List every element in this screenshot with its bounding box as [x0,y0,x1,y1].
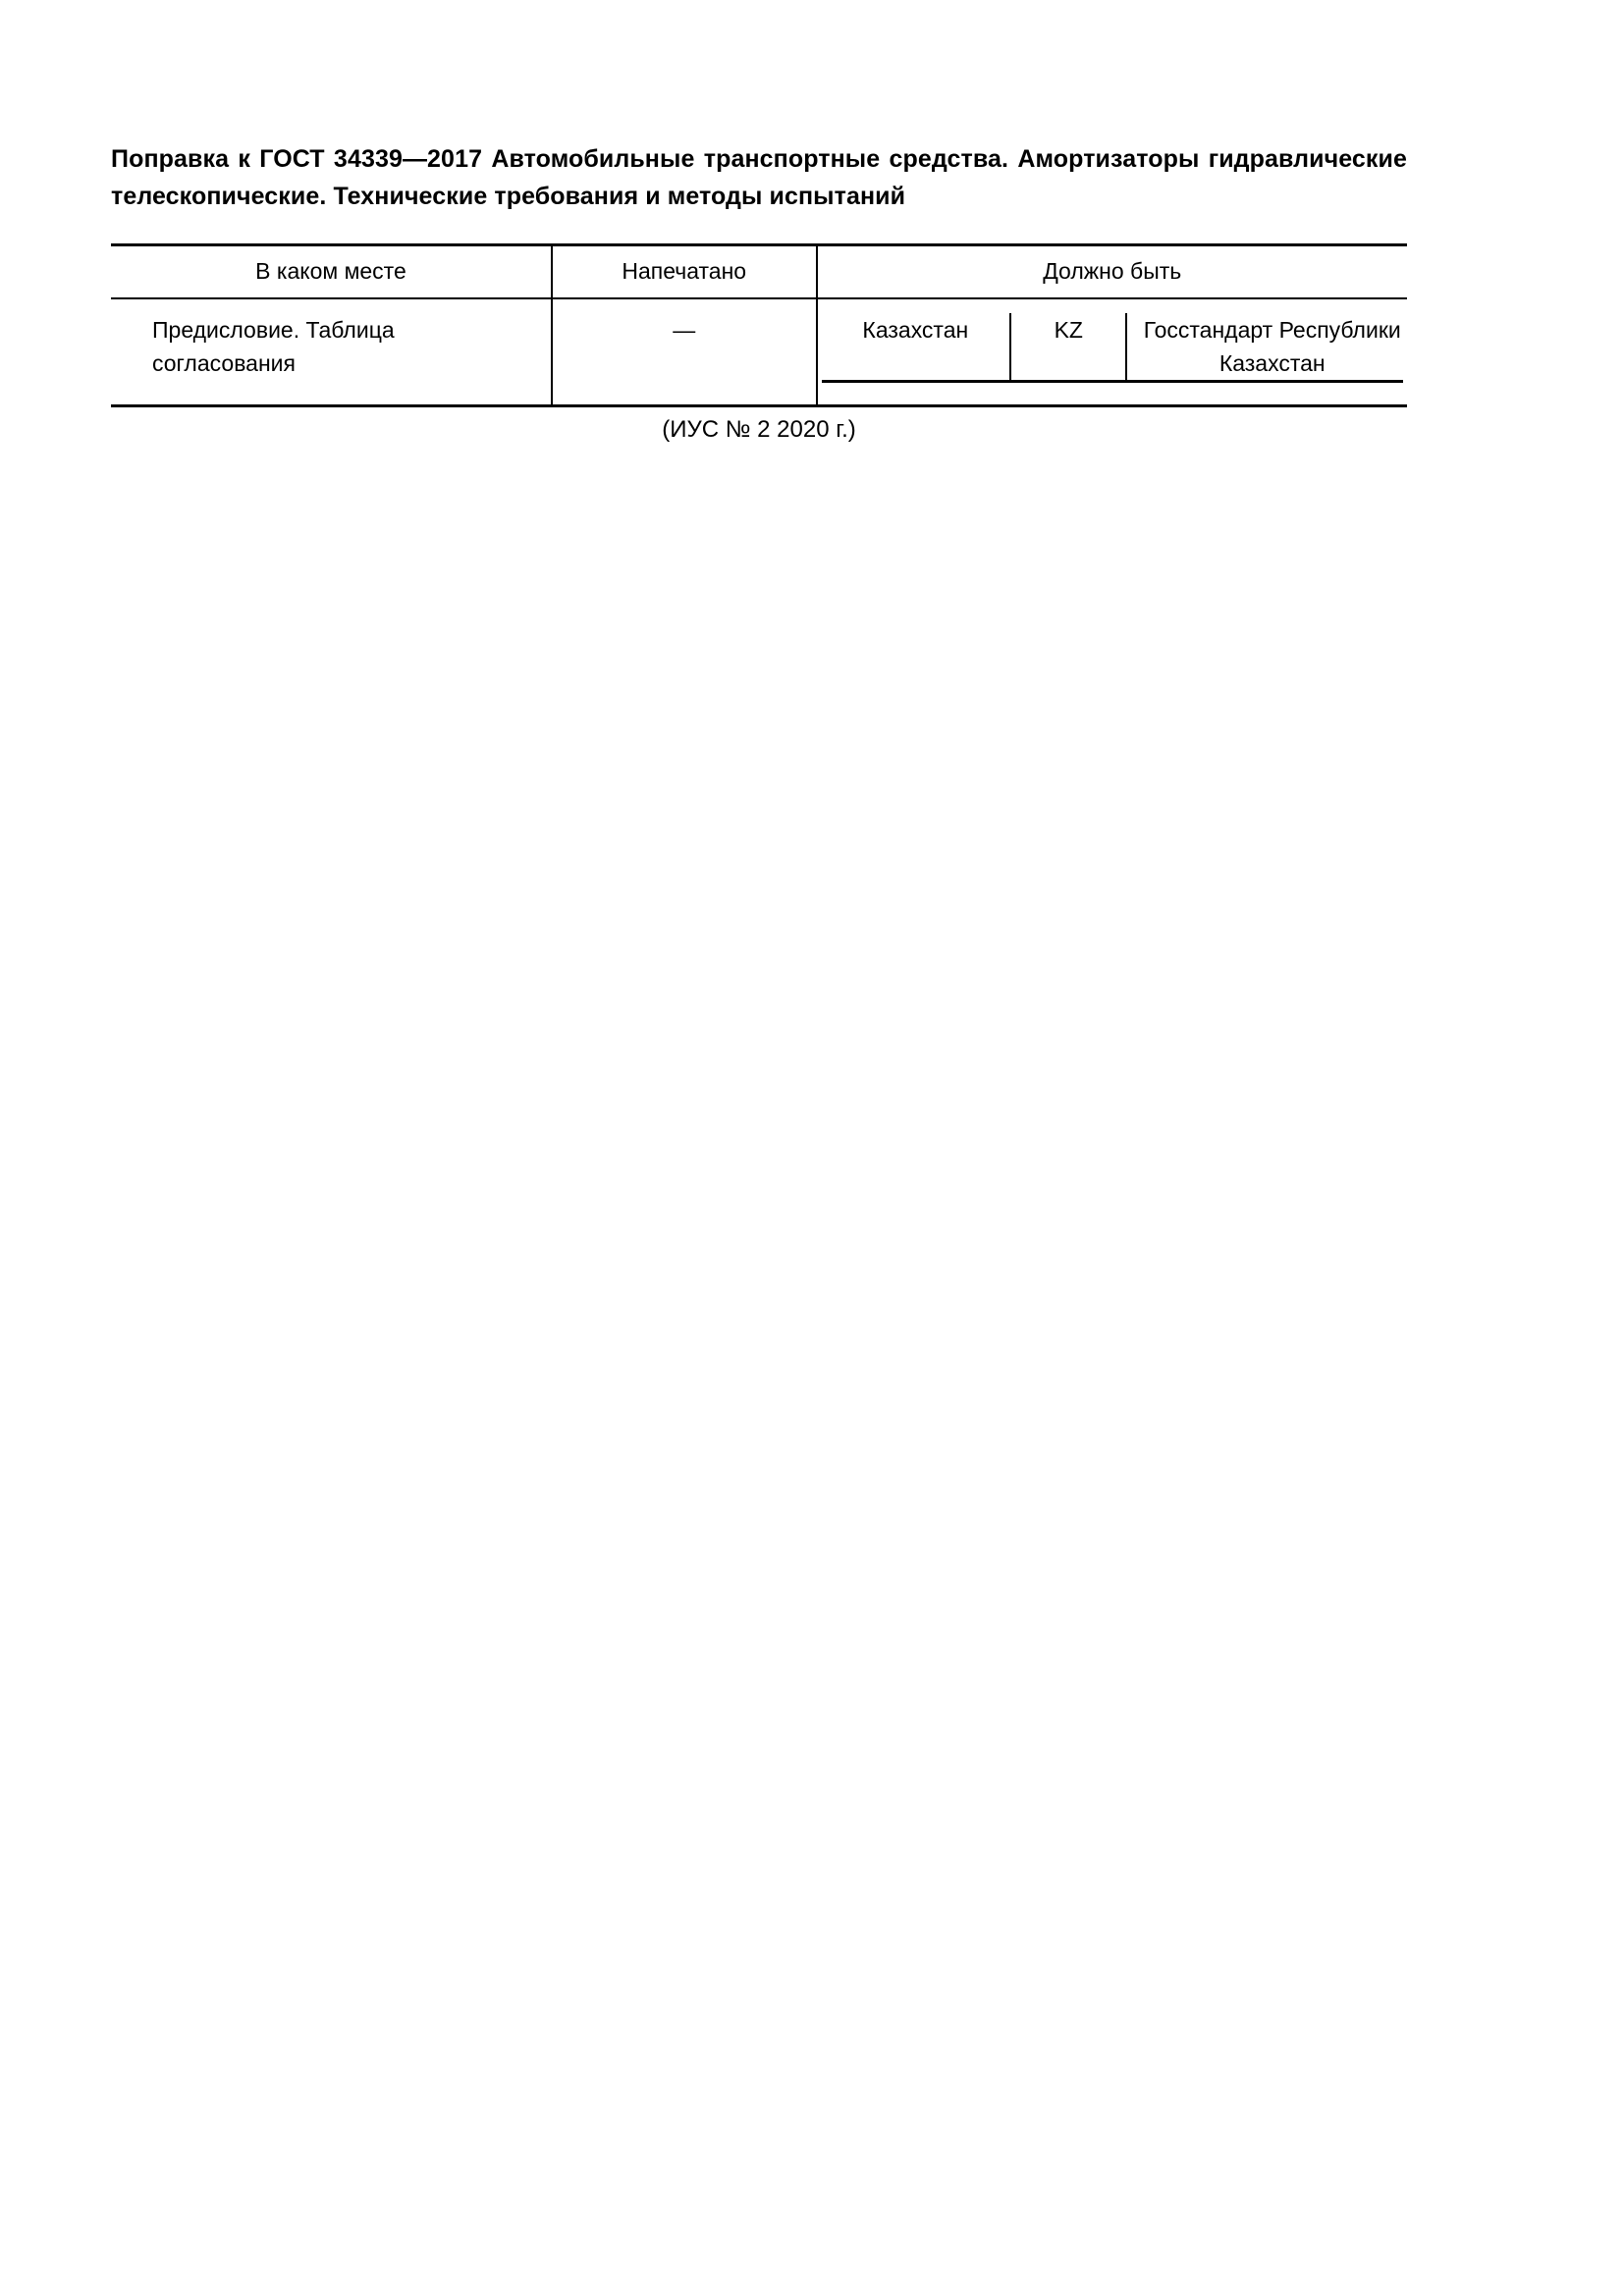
cell-country-code: KZ [1010,313,1126,382]
should-be-row [822,313,1404,382]
table-header-row [111,245,1407,299]
cell-place [111,298,552,406]
column-header-should-be: Должно быть [817,245,1408,299]
cell-place-text: Предисловие. Таблица согласования [152,317,395,376]
page-title: Поправка к ГОСТ 34339—2017 Автомобильные транспортные средства. Амортизаторы гидравлические телескопические. Технические требования и методы испытаний [111,145,1407,210]
cell-should-be [817,298,1408,406]
issue-reference: (ИУС № 2 2020 г.) [662,416,856,443]
column-header-place: В каком месте [111,245,552,299]
cell-printed-text: — [673,317,696,343]
corrections-table [111,243,1407,407]
cell-printed [552,298,817,406]
should-be-subtable [822,313,1404,383]
column-header-printed: Напечатано [552,245,817,299]
cell-organization: Госстандарт Республики Казахстан [1126,313,1403,382]
cell-country: Казахстан [822,313,1011,382]
table-row [111,298,1407,406]
